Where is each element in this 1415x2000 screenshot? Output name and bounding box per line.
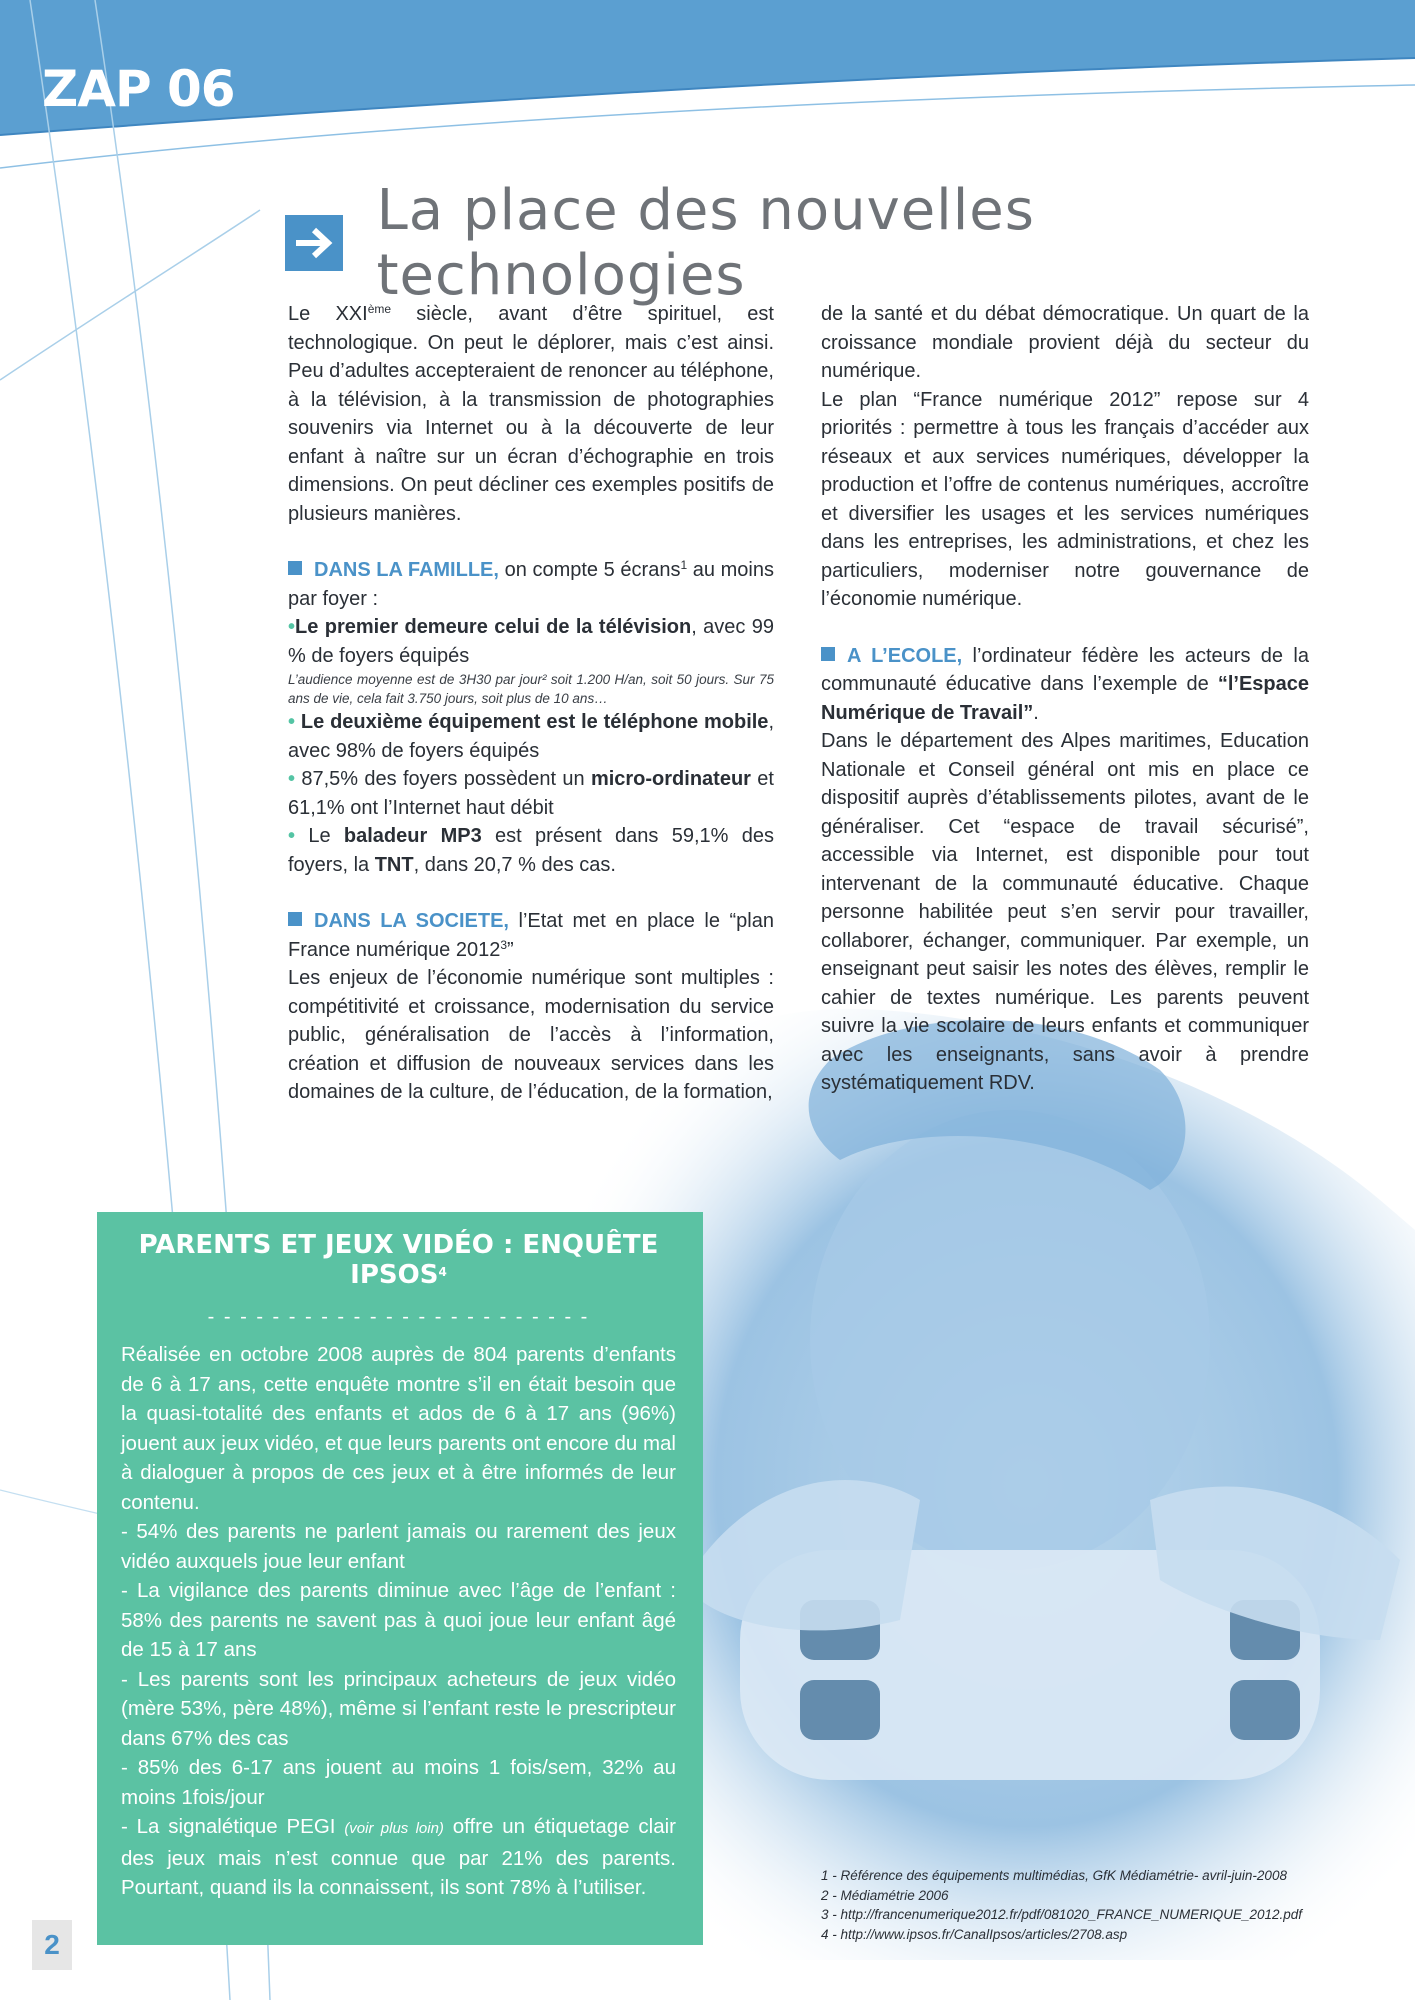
family-section: DANS LA FAMILLE, on compte 5 écrans$^1$ au moins par foyer : — [288, 558, 774, 610]
list-item: • Le deuxième équipement est le téléphone mobile, avec 98% de foyers équipés — [288, 711, 774, 762]
family-heading: DANS LA FAMILLE, — [314, 559, 499, 581]
intro-paragraph: Le XXIème siècle, avant d’être spirituel, est technologique. On peut le déplorer, mais c’est ainsi. Peu d’adultes accepteraient de renoncer au téléphone, à la télévision, à la transmission de photographies souvenirs via Internet ou à la découverte de leur enfant à naître sur un écran d’échographie en trois dimensions. On peut décliner ces exemples positifs de plusieurs manières. — [288, 302, 774, 525]
school-paragraph: Dans le département des Alpes maritimes, Education Nationale et Conseil général ont mis en place ce dispositif auprès d’établissements pilotes, avant de le généraliser. Cet “espace de travail sécurisé”, accessible via Internet, est disponible pour tout intervenant de la communauté éducative. Chaque personne habilitée peut s’en servir pour travailler, collaborer, échanger, communiquer. Par exemple, un enseignant peut saisir les notes des élèves, remplir le cahier de textes numérique. Les parents peuvent suivre la vie scolaire de leurs enfants et communiquer avec les enseignants, sans avoir à prendre systématiquement RDV. — [821, 730, 1309, 1094]
survey-title: PARENTS ET JEUX VIDÉO : ENQUÊTE IPSOS$^4$ — [138, 1230, 659, 1290]
school-section: A L’ECOLE, l’ordinateur fédère les acteurs de la communauté éducative dans l’exemple de “l’Espace Numérique de Travail”. — [821, 644, 1309, 724]
square-bullet-icon — [821, 647, 835, 661]
bullet-dot-icon: • — [288, 825, 296, 847]
list-item: - La vigilance des parents diminue avec l’âge de l’enfant : 58% des parents ne savent pas à quoi joue leur enfant âgé de 15 à 17 ans — [121, 1579, 676, 1661]
square-bullet-icon — [288, 561, 302, 575]
list-item: • Le baladeur MP3 est présent dans 59,1% des foyers, la TNT, dans 20,7 % des cas. — [288, 825, 775, 876]
right-column — [821, 300, 1309, 1098]
right-paragraph-2: Le plan “France numérique 2012” repose sur 4 priorités : permettre à tous les français d’accéder aux réseaux et aux services numériques, développer la production et l’offre de contenus numériques, accroître et diversifier les usages et les services numériques dans les entreprises, les administrations, et chez les particuliers, moderniser notre gouvernance de l’économie numérique. — [821, 388, 1309, 610]
bullet-dot-icon: • — [288, 711, 301, 733]
list-item: - La signalétique PEGI (voir plus loin) offre un étiquetage clair des jeux mais n’est connue que par 21% des parents. Pourtant, quand ils la connaissent, ils sont 78% à l’utiliser. — [121, 1815, 676, 1899]
survey-intro: Réalisée en octobre 2008 auprès de 804 parents d’enfants de 6 à 17 ans, cette enquête montre s’il en était besoin que la quasi-totalité des enfants et ados de 6 à 17 ans (96%) jouent aux jeux vidéo, et que leurs parents ont encore du mal à dialoguer à propos de ces jeux et à être informés de leur contenu. — [121, 1343, 676, 1514]
survey-body — [121, 1340, 676, 1903]
footnote-4: 4 - http://www.ipsos.fr/CanalIpsos/articles/2708.asp — [821, 1926, 1128, 1942]
footnote-3: 3 - http://francenumerique2012.fr/pdf/081020_FRANCE_NUMERIQUE_2012.pdf — [821, 1907, 1303, 1922]
right-paragraph-1: de la santé et du débat démocratique. Un quart de la croissance mondiale provient déjà du secteur du numérique. — [821, 303, 1309, 382]
society-section: DANS LA SOCIETE, l’Etat met en place le “plan France numérique 2012$^3$” — [288, 910, 774, 961]
page-title: La place des nouvelles technologies — [376, 178, 1035, 308]
audience-note: L’audience moyenne est de 3H30 par jour² soit 1.200 H/an, soit 50 jours. Sur 75 ans de vie, cela fait 3.750 jours, soit plus de 10 ans… — [288, 672, 774, 706]
list-item: - 54% des parents ne parlent jamais ou rarement des jeux vidéo auxquels joue leur enfant — [121, 1520, 676, 1573]
footnote-1: 1 - Référence des équipements multimédias, GfK Médiamétrie- avril-juin-2008 — [821, 1868, 1287, 1883]
page-number: 2 — [32, 1920, 72, 1970]
school-heading: A L’ECOLE, — [847, 644, 963, 667]
heading-row — [285, 178, 1415, 308]
list-item: •Le premier demeure celui de la télévision, avec 99 % de foyers équipés — [288, 616, 774, 667]
magazine-section-title: ZAP 06 — [42, 60, 235, 118]
footnote-2: 2 - Médiamétrie 2006 — [821, 1887, 949, 1903]
list-item: - Les parents sont les principaux acheteurs de jeux vidéo (mère 53%, père 48%), même si l’enfant reste le prescripteur dans 67% des cas — [121, 1667, 676, 1750]
bullet-dot-icon: • — [288, 616, 296, 638]
dashed-divider: - - - - - - - - - - - - - - - - - - - - - - - - — [207, 1306, 590, 1328]
bullet-dot-icon: • — [288, 768, 296, 790]
list-item: • 87,5% des foyers possèdent un micro-ordinateur et 61,1% ont l’Internet haut débit — [288, 768, 774, 819]
society-heading: DANS LA SOCIETE, — [314, 910, 509, 932]
square-bullet-icon — [288, 912, 302, 926]
survey-box — [97, 1212, 703, 1945]
arrow-right-icon — [285, 215, 343, 271]
left-column — [288, 300, 774, 1107]
society-paragraph: Les enjeux de l’économie numérique sont multiples : compétitivité et croissance, modernisation du service public, généralisation de l’accès à l’information, création et diffusion de nouveaux services dans les domaines de la culture, de l’éducation, de la formation, — [288, 967, 774, 1103]
list-item: - 85% des 6-17 ans jouent au moins 1 fois/sem, 32% au moins 1fois/jour — [121, 1756, 676, 1809]
footnotes — [821, 1866, 1381, 1944]
